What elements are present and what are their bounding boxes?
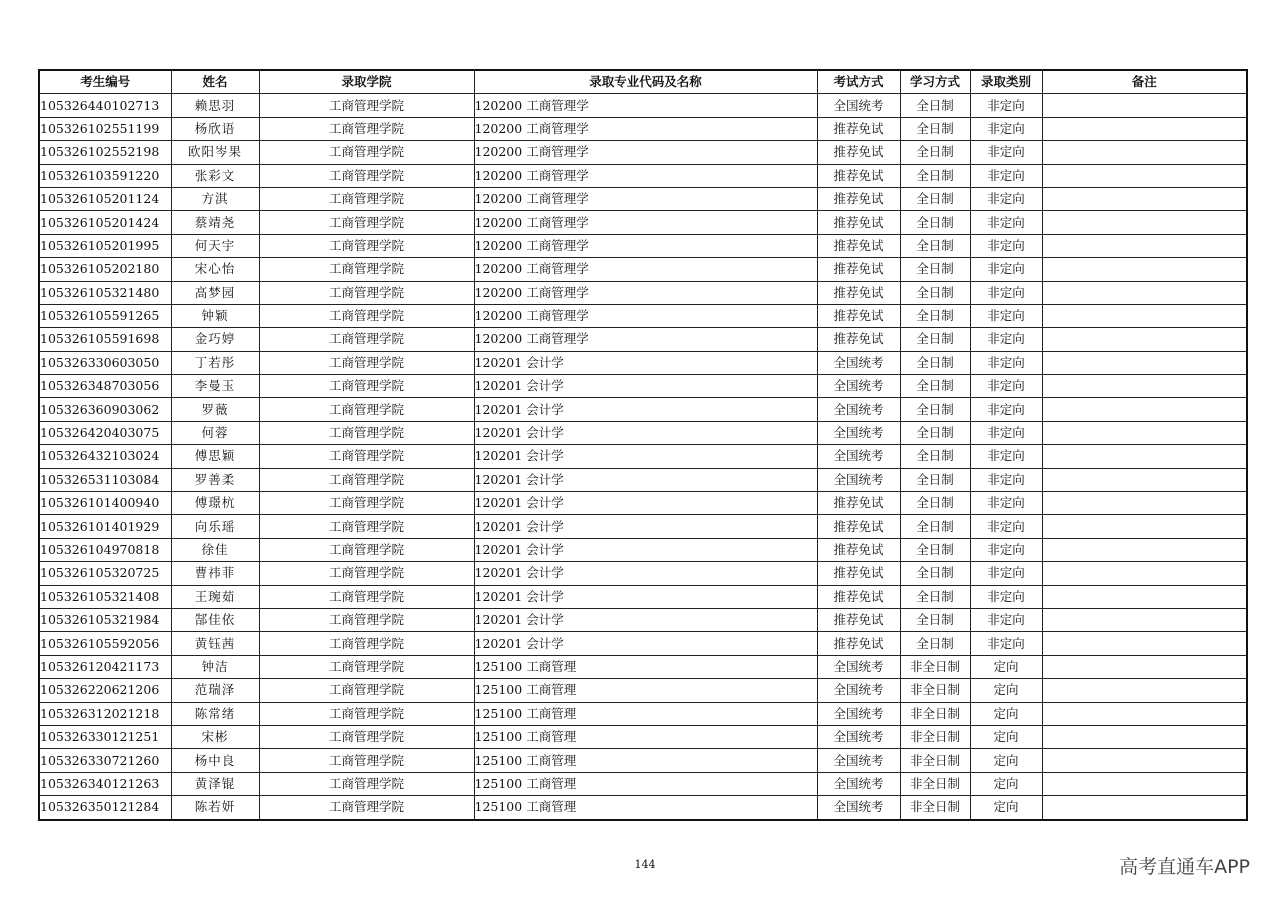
note-cell <box>1042 211 1247 234</box>
table-row <box>39 94 1247 117</box>
table-row <box>39 351 1247 374</box>
exam-mode-cell: 全国统考 <box>817 749 900 772</box>
candidate-id-cell: 105326103591220 <box>39 164 171 187</box>
exam-mode-cell: 全国统考 <box>817 772 900 795</box>
exam-mode-cell: 推荐免试 <box>817 187 900 210</box>
name-cell: 欧阳岑果 <box>171 141 259 164</box>
name-cell: 傅璟杭 <box>171 492 259 515</box>
major-cell: 125100 工商管理 <box>474 749 817 772</box>
study-mode-cell: 非全日制 <box>900 679 970 702</box>
college-cell: 工商管理学院 <box>259 655 474 678</box>
major-cell: 125100 工商管理 <box>474 772 817 795</box>
candidate-id-cell: 105326102552198 <box>39 141 171 164</box>
exam-mode-cell: 推荐免试 <box>817 258 900 281</box>
name-cell: 黄泽锟 <box>171 772 259 795</box>
category-cell: 非定向 <box>970 281 1042 304</box>
name-cell: 王琬茹 <box>171 585 259 608</box>
name-cell: 钟洁 <box>171 655 259 678</box>
table-row <box>39 445 1247 468</box>
college-cell: 工商管理学院 <box>259 304 474 327</box>
major-cell: 120200 工商管理学 <box>474 281 817 304</box>
college-cell: 工商管理学院 <box>259 749 474 772</box>
note-cell <box>1042 749 1247 772</box>
category-cell: 非定向 <box>970 608 1042 631</box>
college-cell: 工商管理学院 <box>259 492 474 515</box>
exam-mode-cell: 推荐免试 <box>817 515 900 538</box>
college-cell: 工商管理学院 <box>259 234 474 257</box>
category-cell: 非定向 <box>970 492 1042 515</box>
category-cell: 非定向 <box>970 328 1042 351</box>
category-cell: 非定向 <box>970 562 1042 585</box>
header-college: 录取学院 <box>259 70 474 94</box>
name-cell: 陈常绪 <box>171 702 259 725</box>
category-cell: 非定向 <box>970 398 1042 421</box>
candidate-id-cell: 105326105202180 <box>39 258 171 281</box>
college-cell: 工商管理学院 <box>259 538 474 561</box>
candidate-id-cell: 105326105201424 <box>39 211 171 234</box>
major-cell: 120201 会计学 <box>474 585 817 608</box>
exam-mode-cell: 推荐免试 <box>817 281 900 304</box>
table-row <box>39 375 1247 398</box>
header-note: 备注 <box>1042 70 1247 94</box>
table-row <box>39 515 1247 538</box>
college-cell: 工商管理学院 <box>259 679 474 702</box>
table-row <box>39 679 1247 702</box>
name-cell: 陈若妍 <box>171 796 259 820</box>
exam-mode-cell: 全国统考 <box>817 468 900 491</box>
study-mode-cell: 全日制 <box>900 492 970 515</box>
table-row <box>39 421 1247 444</box>
category-cell: 非定向 <box>970 515 1042 538</box>
study-mode-cell: 全日制 <box>900 141 970 164</box>
college-cell: 工商管理学院 <box>259 632 474 655</box>
candidate-id-cell: 105326440102713 <box>39 94 171 117</box>
note-cell <box>1042 375 1247 398</box>
exam-mode-cell: 推荐免试 <box>817 141 900 164</box>
major-cell: 120201 会计学 <box>474 468 817 491</box>
note-cell <box>1042 608 1247 631</box>
study-mode-cell: 全日制 <box>900 94 970 117</box>
candidate-id-cell: 105326330721260 <box>39 749 171 772</box>
major-cell: 120201 会计学 <box>474 445 817 468</box>
study-mode-cell: 全日制 <box>900 187 970 210</box>
exam-mode-cell: 推荐免试 <box>817 585 900 608</box>
study-mode-cell: 全日制 <box>900 351 970 374</box>
college-cell: 工商管理学院 <box>259 608 474 631</box>
category-cell: 定向 <box>970 725 1042 748</box>
name-cell: 蔡靖尧 <box>171 211 259 234</box>
table-row <box>39 211 1247 234</box>
name-cell: 罗薇 <box>171 398 259 421</box>
note-cell <box>1042 538 1247 561</box>
category-cell: 非定向 <box>970 211 1042 234</box>
college-cell: 工商管理学院 <box>259 328 474 351</box>
candidate-id-cell: 105326101401929 <box>39 515 171 538</box>
category-cell: 非定向 <box>970 421 1042 444</box>
table-body <box>39 94 1247 820</box>
note-cell <box>1042 796 1247 820</box>
table-row <box>39 304 1247 327</box>
table-row <box>39 234 1247 257</box>
exam-mode-cell: 推荐免试 <box>817 632 900 655</box>
note-cell <box>1042 351 1247 374</box>
candidate-id-cell: 105326105591698 <box>39 328 171 351</box>
study-mode-cell: 非全日制 <box>900 702 970 725</box>
table-row <box>39 141 1247 164</box>
study-mode-cell: 全日制 <box>900 328 970 351</box>
college-cell: 工商管理学院 <box>259 515 474 538</box>
college-cell: 工商管理学院 <box>259 211 474 234</box>
table-row <box>39 655 1247 678</box>
exam-mode-cell: 推荐免试 <box>817 211 900 234</box>
study-mode-cell: 全日制 <box>900 304 970 327</box>
note-cell <box>1042 304 1247 327</box>
category-cell: 定向 <box>970 796 1042 820</box>
note-cell <box>1042 702 1247 725</box>
candidate-id-cell: 105326420403075 <box>39 421 171 444</box>
college-cell: 工商管理学院 <box>259 117 474 140</box>
table-row <box>39 796 1247 820</box>
category-cell: 非定向 <box>970 468 1042 491</box>
college-cell: 工商管理学院 <box>259 281 474 304</box>
study-mode-cell: 全日制 <box>900 562 970 585</box>
candidate-id-cell: 105326360903062 <box>39 398 171 421</box>
candidate-id-cell: 105326432103024 <box>39 445 171 468</box>
candidate-id-cell: 105326105320725 <box>39 562 171 585</box>
study-mode-cell: 全日制 <box>900 375 970 398</box>
name-cell: 钟颖 <box>171 304 259 327</box>
candidate-id-cell: 105326330121251 <box>39 725 171 748</box>
study-mode-cell: 全日制 <box>900 632 970 655</box>
study-mode-cell: 全日制 <box>900 281 970 304</box>
exam-mode-cell: 全国统考 <box>817 351 900 374</box>
college-cell: 工商管理学院 <box>259 585 474 608</box>
name-cell: 方淇 <box>171 187 259 210</box>
college-cell: 工商管理学院 <box>259 398 474 421</box>
table-row <box>39 632 1247 655</box>
major-cell: 120201 会计学 <box>474 632 817 655</box>
college-cell: 工商管理学院 <box>259 772 474 795</box>
exam-mode-cell: 推荐免试 <box>817 304 900 327</box>
major-cell: 125100 工商管理 <box>474 725 817 748</box>
major-cell: 120200 工商管理学 <box>474 187 817 210</box>
note-cell <box>1042 281 1247 304</box>
study-mode-cell: 全日制 <box>900 164 970 187</box>
name-cell: 杨欣语 <box>171 117 259 140</box>
candidate-id-cell: 105326348703056 <box>39 375 171 398</box>
table-row <box>39 468 1247 491</box>
category-cell: 非定向 <box>970 375 1042 398</box>
header-name: 姓名 <box>171 70 259 94</box>
study-mode-cell: 全日制 <box>900 608 970 631</box>
major-cell: 120200 工商管理学 <box>474 328 817 351</box>
major-cell: 120200 工商管理学 <box>474 304 817 327</box>
table-row <box>39 492 1247 515</box>
table-header-row <box>39 70 1247 94</box>
name-cell: 宋彬 <box>171 725 259 748</box>
study-mode-cell: 全日制 <box>900 117 970 140</box>
exam-mode-cell: 全国统考 <box>817 725 900 748</box>
note-cell <box>1042 632 1247 655</box>
major-cell: 120201 会计学 <box>474 492 817 515</box>
exam-mode-cell: 推荐免试 <box>817 234 900 257</box>
exam-mode-cell: 全国统考 <box>817 796 900 820</box>
exam-mode-cell: 全国统考 <box>817 679 900 702</box>
category-cell: 非定向 <box>970 164 1042 187</box>
category-cell: 定向 <box>970 679 1042 702</box>
table-row <box>39 164 1247 187</box>
note-cell <box>1042 562 1247 585</box>
note-cell <box>1042 492 1247 515</box>
category-cell: 定向 <box>970 772 1042 795</box>
note-cell <box>1042 164 1247 187</box>
major-cell: 125100 工商管理 <box>474 702 817 725</box>
category-cell: 定向 <box>970 702 1042 725</box>
college-cell: 工商管理学院 <box>259 421 474 444</box>
college-cell: 工商管理学院 <box>259 164 474 187</box>
exam-mode-cell: 推荐免试 <box>817 608 900 631</box>
candidate-id-cell: 105326350121284 <box>39 796 171 820</box>
exam-mode-cell: 推荐免试 <box>817 164 900 187</box>
candidate-id-cell: 105326120421173 <box>39 655 171 678</box>
study-mode-cell: 非全日制 <box>900 749 970 772</box>
table-row <box>39 585 1247 608</box>
note-cell <box>1042 772 1247 795</box>
college-cell: 工商管理学院 <box>259 702 474 725</box>
table-row <box>39 702 1247 725</box>
note-cell <box>1042 328 1247 351</box>
name-cell: 范瑞泽 <box>171 679 259 702</box>
exam-mode-cell: 推荐免试 <box>817 538 900 561</box>
admission-table <box>38 69 1248 821</box>
major-cell: 120200 工商管理学 <box>474 234 817 257</box>
study-mode-cell: 全日制 <box>900 515 970 538</box>
exam-mode-cell: 全国统考 <box>817 94 900 117</box>
exam-mode-cell: 全国统考 <box>817 375 900 398</box>
name-cell: 曹祎菲 <box>171 562 259 585</box>
name-cell: 李曼玉 <box>171 375 259 398</box>
note-cell <box>1042 398 1247 421</box>
candidate-id-cell: 105326105592056 <box>39 632 171 655</box>
major-cell: 120201 会计学 <box>474 538 817 561</box>
candidate-id-cell: 105326104970818 <box>39 538 171 561</box>
table-row <box>39 258 1247 281</box>
name-cell: 高梦园 <box>171 281 259 304</box>
table-row <box>39 328 1247 351</box>
major-cell: 120201 会计学 <box>474 515 817 538</box>
major-cell: 120200 工商管理学 <box>474 164 817 187</box>
note-cell <box>1042 725 1247 748</box>
category-cell: 定向 <box>970 655 1042 678</box>
major-cell: 120200 工商管理学 <box>474 117 817 140</box>
exam-mode-cell: 推荐免试 <box>817 328 900 351</box>
study-mode-cell: 全日制 <box>900 585 970 608</box>
table-row <box>39 608 1247 631</box>
candidate-id-cell: 105326102551199 <box>39 117 171 140</box>
study-mode-cell: 全日制 <box>900 421 970 444</box>
exam-mode-cell: 推荐免试 <box>817 117 900 140</box>
name-cell: 赖思羽 <box>171 94 259 117</box>
name-cell: 何蓉 <box>171 421 259 444</box>
header-study-mode: 学习方式 <box>900 70 970 94</box>
major-cell: 120200 工商管理学 <box>474 94 817 117</box>
major-cell: 125100 工商管理 <box>474 796 817 820</box>
category-cell: 非定向 <box>970 187 1042 210</box>
candidate-id-cell: 105326105321408 <box>39 585 171 608</box>
table-row <box>39 538 1247 561</box>
category-cell: 非定向 <box>970 94 1042 117</box>
major-cell: 120201 会计学 <box>474 398 817 421</box>
candidate-id-cell: 105326340121263 <box>39 772 171 795</box>
table-row <box>39 398 1247 421</box>
candidate-id-cell: 105326312021218 <box>39 702 171 725</box>
note-cell <box>1042 141 1247 164</box>
college-cell: 工商管理学院 <box>259 351 474 374</box>
candidate-id-cell: 105326105321480 <box>39 281 171 304</box>
name-cell: 郜佳依 <box>171 608 259 631</box>
candidate-id-cell: 105326101400940 <box>39 492 171 515</box>
exam-mode-cell: 推荐免试 <box>817 562 900 585</box>
name-cell: 丁若彤 <box>171 351 259 374</box>
name-cell: 罗善柔 <box>171 468 259 491</box>
category-cell: 非定向 <box>970 351 1042 374</box>
note-cell <box>1042 445 1247 468</box>
college-cell: 工商管理学院 <box>259 445 474 468</box>
category-cell: 非定向 <box>970 632 1042 655</box>
name-cell: 徐佳 <box>171 538 259 561</box>
study-mode-cell: 全日制 <box>900 211 970 234</box>
note-cell <box>1042 679 1247 702</box>
watermark: 高考直通车APP <box>1119 856 1250 878</box>
header-exam-mode: 考试方式 <box>817 70 900 94</box>
table-row <box>39 117 1247 140</box>
candidate-id-cell: 105326330603050 <box>39 351 171 374</box>
exam-mode-cell: 推荐免试 <box>817 492 900 515</box>
study-mode-cell: 非全日制 <box>900 655 970 678</box>
name-cell: 杨中良 <box>171 749 259 772</box>
study-mode-cell: 全日制 <box>900 468 970 491</box>
major-cell: 125100 工商管理 <box>474 655 817 678</box>
major-cell: 120201 会计学 <box>474 562 817 585</box>
study-mode-cell: 非全日制 <box>900 772 970 795</box>
category-cell: 非定向 <box>970 585 1042 608</box>
category-cell: 非定向 <box>970 141 1042 164</box>
table-row <box>39 772 1247 795</box>
note-cell <box>1042 655 1247 678</box>
table-row <box>39 562 1247 585</box>
exam-mode-cell: 全国统考 <box>817 702 900 725</box>
note-cell <box>1042 585 1247 608</box>
note-cell <box>1042 258 1247 281</box>
note-cell <box>1042 187 1247 210</box>
college-cell: 工商管理学院 <box>259 94 474 117</box>
study-mode-cell: 全日制 <box>900 445 970 468</box>
major-cell: 120201 会计学 <box>474 375 817 398</box>
table-row <box>39 187 1247 210</box>
exam-mode-cell: 全国统考 <box>817 398 900 421</box>
college-cell: 工商管理学院 <box>259 187 474 210</box>
table-row <box>39 749 1247 772</box>
category-cell: 非定向 <box>970 117 1042 140</box>
table-row <box>39 725 1247 748</box>
study-mode-cell: 非全日制 <box>900 725 970 748</box>
note-cell <box>1042 421 1247 444</box>
candidate-id-cell: 105326105201995 <box>39 234 171 257</box>
major-cell: 125100 工商管理 <box>474 679 817 702</box>
college-cell: 工商管理学院 <box>259 375 474 398</box>
header-category: 录取类别 <box>970 70 1042 94</box>
name-cell: 金巧婷 <box>171 328 259 351</box>
note-cell <box>1042 117 1247 140</box>
major-cell: 120200 工商管理学 <box>474 211 817 234</box>
category-cell: 非定向 <box>970 304 1042 327</box>
candidate-id-cell: 105326531103084 <box>39 468 171 491</box>
exam-mode-cell: 全国统考 <box>817 445 900 468</box>
major-cell: 120200 工商管理学 <box>474 258 817 281</box>
category-cell: 定向 <box>970 749 1042 772</box>
college-cell: 工商管理学院 <box>259 141 474 164</box>
exam-mode-cell: 全国统考 <box>817 655 900 678</box>
name-cell: 向乐瑶 <box>171 515 259 538</box>
category-cell: 非定向 <box>970 234 1042 257</box>
name-cell: 张彩文 <box>171 164 259 187</box>
candidate-id-cell: 105326105201124 <box>39 187 171 210</box>
major-cell: 120201 会计学 <box>474 608 817 631</box>
major-cell: 120201 会计学 <box>474 421 817 444</box>
name-cell: 黄钰茜 <box>171 632 259 655</box>
candidate-id-cell: 105326220621206 <box>39 679 171 702</box>
table-row <box>39 281 1247 304</box>
study-mode-cell: 全日制 <box>900 538 970 561</box>
name-cell: 宋心怡 <box>171 258 259 281</box>
name-cell: 傅思颖 <box>171 445 259 468</box>
college-cell: 工商管理学院 <box>259 258 474 281</box>
college-cell: 工商管理学院 <box>259 725 474 748</box>
college-cell: 工商管理学院 <box>259 468 474 491</box>
study-mode-cell: 非全日制 <box>900 796 970 820</box>
name-cell: 何天宇 <box>171 234 259 257</box>
page-number: 144 <box>634 858 656 871</box>
header-candidate-id: 考生编号 <box>39 70 171 94</box>
category-cell: 非定向 <box>970 538 1042 561</box>
note-cell <box>1042 94 1247 117</box>
note-cell <box>1042 234 1247 257</box>
header-major: 录取专业代码及名称 <box>474 70 817 94</box>
college-cell: 工商管理学院 <box>259 796 474 820</box>
note-cell <box>1042 515 1247 538</box>
study-mode-cell: 全日制 <box>900 398 970 421</box>
category-cell: 非定向 <box>970 445 1042 468</box>
college-cell: 工商管理学院 <box>259 562 474 585</box>
exam-mode-cell: 全国统考 <box>817 421 900 444</box>
category-cell: 非定向 <box>970 258 1042 281</box>
candidate-id-cell: 105326105321984 <box>39 608 171 631</box>
candidate-id-cell: 105326105591265 <box>39 304 171 327</box>
major-cell: 120200 工商管理学 <box>474 141 817 164</box>
study-mode-cell: 全日制 <box>900 258 970 281</box>
note-cell <box>1042 468 1247 491</box>
study-mode-cell: 全日制 <box>900 234 970 257</box>
major-cell: 120201 会计学 <box>474 351 817 374</box>
